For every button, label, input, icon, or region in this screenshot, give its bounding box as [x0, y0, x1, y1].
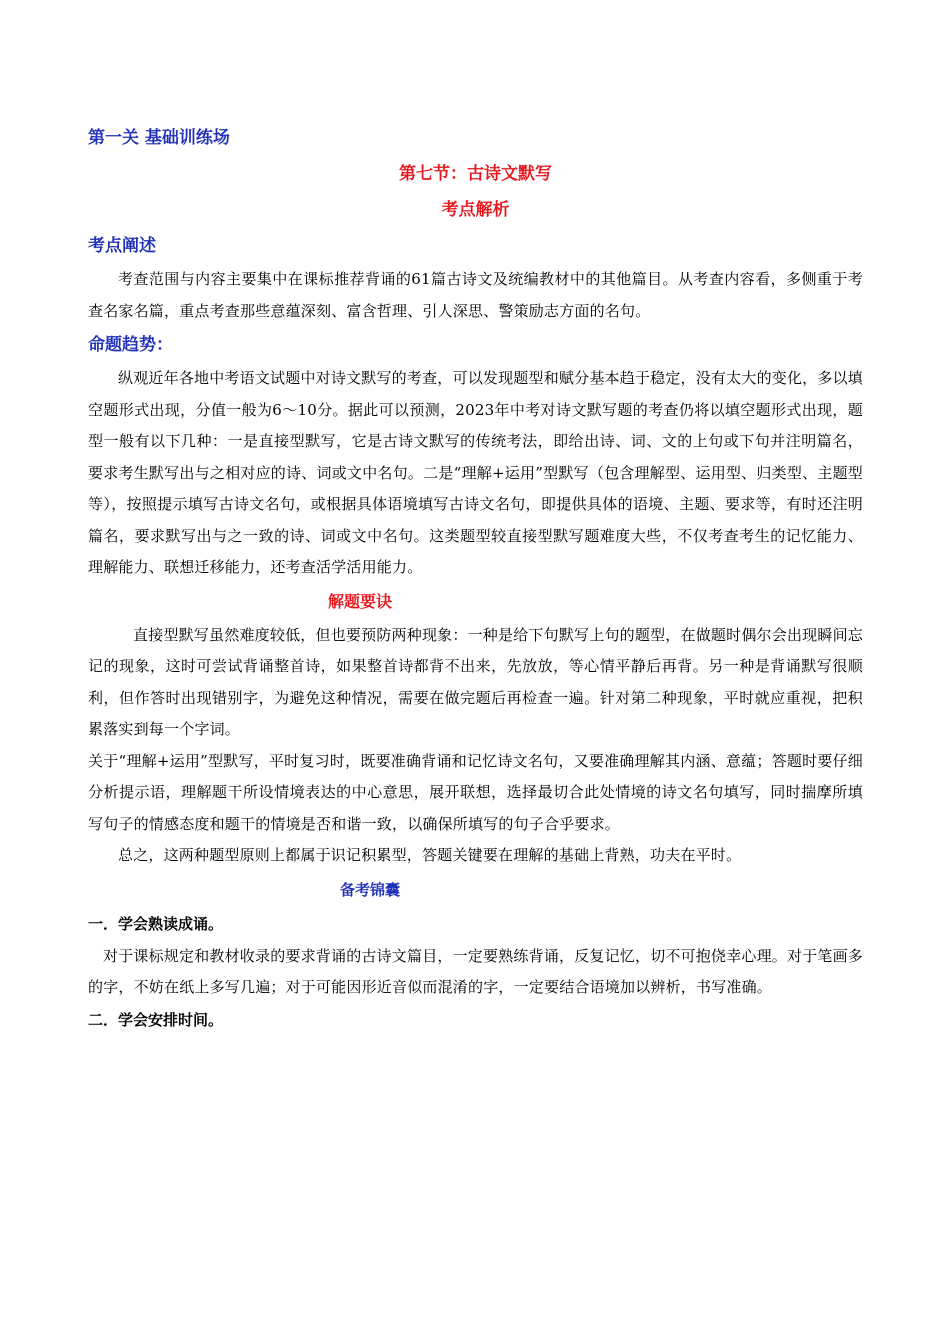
prep-item-2-heading: 二．学会安排时间。 [88, 1010, 224, 1029]
kaodian-heading: 考点阐述 [88, 236, 156, 256]
analysis-title: 考点解析 [441, 200, 510, 220]
tips-paragraph-1: 直接型默写虽然难度较低，但也要预防两种现象：一种是给下句默写上句的题型，在做题时偶尔会出现瞬间忘记的现象，这时可尝试背诵整首诗，如果整首诗都背不出来，先放放，等心情平静后再背。另一种是背诵默写很顺利，但作答时出现错别字，为避免这种情况，需要在做完题后再检查一遍。针对第二种现象，平时就应重视，把积累落实到每一个字词。 [88, 625, 863, 738]
prep-heading: 备考锦囊 [340, 880, 401, 899]
tips-paragraph-3: 总之，这两种题型原则上都属于识记积累型，答题关键要在理解的基础上背熟，功夫在平时。 [118, 846, 742, 864]
kaodian-text: 考查范围与内容主要集中在课标推荐背诵的61篇古诗文及统编教材中的其他篇目。从考查内容看，多侧重于考查名家名篇，重点考查那些意蕴深刻、富含哲理、引人深思、警策励志方面的名句。 [88, 270, 863, 320]
document-page [88, 120, 863, 1037]
prep-item-1-heading: 一．学会熟读成诵。 [88, 914, 224, 933]
prep-item-1-text: 对于课标规定和教材收录的要求背诵的古诗文篇目，一定要熟练背诵，反复记忆，切不可抱侥幸心理。对于笔画多的字，不妨在纸上多写几遍；对于可能因形近音似而混淆的字，一定要结合语境加以辨析，书写准确。 [88, 946, 864, 996]
trend-heading: 命题趋势： [88, 335, 173, 355]
tips-paragraph-2: 关于“理解+运用”型默写，平时复习时，既要准确背诵和记忆诗文名句，又要准确理解其内涵、意蕴；答题时要仔细分析提示语，理解题干所设情境表达的中心意思，展开联想，选择最切合此处情境的诗文名句填写，同时揣摩所填写句子的情感态度和题干的情境是否和谐一致，以确保所填写的句子合乎要求。 [88, 751, 863, 833]
tips-heading: 解题要诀 [328, 591, 393, 611]
section-title: 第七节：古诗文默写 [399, 164, 552, 184]
trend-text: 纵观近年各地中考语文试题中对诗文默写的考查，可以发现题型和赋分基本趋于稳定，没有太大的变化，多以填空题形式出现，分值一般为6～10分。据此可以预测，2023年中考对诗文默写题的考查仍将以填空题形式出现，题型一般有以下几种：一是直接型默写，它是古诗文默写的传统考法，即给出诗、词、文的上句或下句并注明篇名，要求考生默写出与之相对应的诗、词或文中名句。二是“理解+运用”型默写（包含理解型、运用型、归类型、主题型等），按照提示填写古诗文名句，或根据具体语境填写古诗文名句，即提供具体的语境、主题、要求等，有时还注明篇名，要求默写出与之一致的诗、词或文中名句。这类题型较直接型默写题难度大些，不仅考查考生的记忆能力、理解能力、联想迁移能力，还考查活学活用能力。 [88, 369, 863, 576]
level-title: 第一关 基础训练场 [88, 128, 230, 148]
